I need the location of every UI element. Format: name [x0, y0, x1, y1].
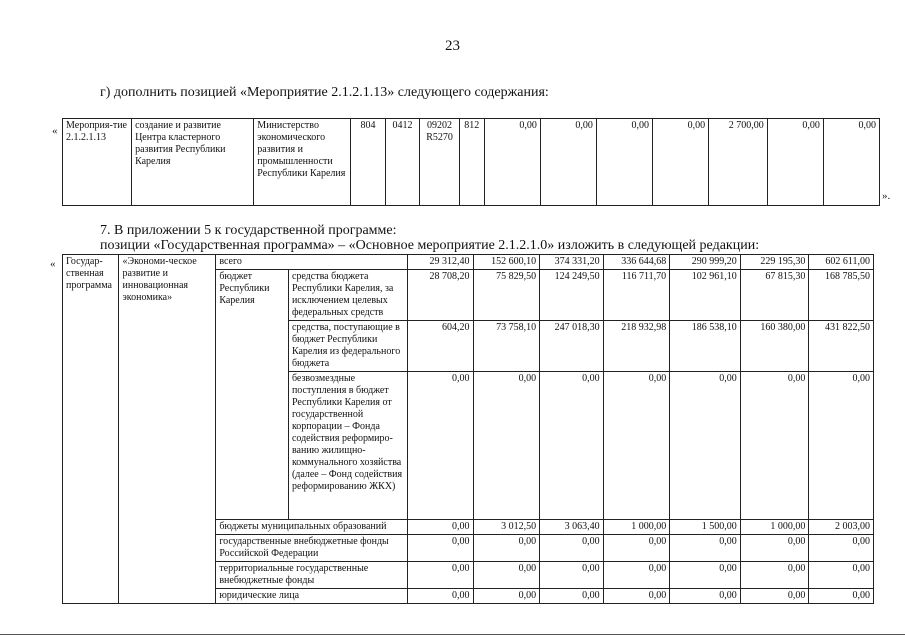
value-cell: 186 538,10 — [670, 321, 741, 372]
value-cell: 0,00 — [473, 589, 540, 604]
value-cell: 1 000,00 — [603, 520, 670, 535]
value-cell: 0,00 — [540, 589, 604, 604]
source-sublabel: средства бюджета Республики Карелия, за исключением целевых федеральных средств — [288, 270, 407, 321]
value-cell: 247 018,30 — [540, 321, 604, 372]
value-cell: 0,00 — [484, 119, 540, 206]
responsible: Министерство экономического развития и промышленности Республики Карелия — [254, 119, 351, 206]
value-cell: 0,00 — [407, 589, 473, 604]
open-quote-2: « — [50, 258, 56, 270]
value-cell: 374 331,20 — [540, 255, 604, 270]
page-bottom-divider — [0, 634, 905, 635]
value-cell: 0,00 — [653, 119, 709, 206]
value-cell: 0,00 — [603, 589, 670, 604]
source-group-label: бюджет Республики Карелия — [216, 270, 289, 520]
value-cell: 1 500,00 — [670, 520, 741, 535]
value-cell: 0,00 — [809, 372, 874, 520]
value-cell: 290 999,20 — [670, 255, 741, 270]
value-cell: 28 708,20 — [407, 270, 473, 321]
value-cell: 168 785,50 — [809, 270, 874, 321]
value-cell: 431 822,50 — [809, 321, 874, 372]
value-cell: 218 932,98 — [603, 321, 670, 372]
value-cell: 0,00 — [603, 562, 670, 589]
value-cell: 0,00 — [670, 535, 741, 562]
value-cell: 0,00 — [670, 589, 741, 604]
value-cell: 102 961,10 — [670, 270, 741, 321]
value-cell: 1 000,00 — [740, 520, 809, 535]
source-label: юридические лица — [216, 589, 408, 604]
value-cell: 160 380,00 — [740, 321, 809, 372]
table-measure-2-1-2-1-13 — [62, 118, 880, 206]
open-quote-1: « — [52, 125, 58, 137]
value-cell: 152 600,10 — [473, 255, 540, 270]
value-cell: 29 312,40 — [407, 255, 473, 270]
value-cell: 0,00 — [603, 372, 670, 520]
measure-id: Мероприя-тие 2.1.2.1.13 — [63, 119, 132, 206]
value-cell: 0,00 — [407, 562, 473, 589]
value-cell: 0,00 — [670, 562, 741, 589]
value-cell: 0,00 — [407, 520, 473, 535]
value-cell: 336 644,68 — [603, 255, 670, 270]
source-label: всего — [216, 255, 408, 270]
value-cell: 0,00 — [809, 589, 874, 604]
value-cell: 2 003,00 — [809, 520, 874, 535]
table-row — [63, 119, 880, 206]
value-cell: 0,00 — [740, 372, 809, 520]
instruction-g: г) дополнить позицией «Мероприятие 2.1.2.1.13» следующего содержания: — [100, 85, 549, 100]
value-cell: 0,00 — [540, 562, 604, 589]
source-sublabel: безвозмездные поступления в бюджет Республики Карелия от государственной корпорации – Фонда содействия реформиро-ванию жилищно-коммунального хозяйства (далее – Фонд содействия реформированию ЖКХ) — [288, 372, 407, 520]
table-state-program — [62, 254, 874, 604]
source-label: государственные внебюджетные фонды Российской Федерации — [216, 535, 408, 562]
value-cell: 0,00 — [603, 535, 670, 562]
section-7-title: 7. В приложении 5 к государственной программе: — [100, 223, 397, 238]
value-cell: 0,00 — [540, 119, 596, 206]
value-cell: 0,00 — [540, 372, 604, 520]
value-cell: 229 195,30 — [740, 255, 809, 270]
program-status: Государ-ственная программа — [63, 255, 119, 604]
value-cell: 0,00 — [670, 372, 741, 520]
program-name: «Экономи-ческое развитие и инновационная экономика» — [119, 255, 216, 604]
source-sublabel: средства, поступающие в бюджет Республики Карелия из федерального бюджета — [288, 321, 407, 372]
value-cell: 0,00 — [407, 535, 473, 562]
value-cell: 0,00 — [823, 119, 879, 206]
value-cell: 0,00 — [473, 535, 540, 562]
value-cell: 602 611,00 — [809, 255, 874, 270]
grbs-code: 804 — [351, 119, 385, 206]
value-cell: 116 711,70 — [603, 270, 670, 321]
value-cell: 0,00 — [473, 562, 540, 589]
value-cell: 604,20 — [407, 321, 473, 372]
section-7-subtitle: позиции «Государственная программа» – «Основное мероприятие 2.1.2.1.0» изложить в следующей редакции: — [100, 238, 760, 253]
close-quote-1: ». — [882, 190, 891, 202]
value-cell: 0,00 — [540, 535, 604, 562]
value-cell: 73 758,10 — [473, 321, 540, 372]
value-cell: 2 700,00 — [709, 119, 768, 206]
source-label: территориальные государственные внебюджетные фонды — [216, 562, 408, 589]
value-cell: 0,00 — [740, 589, 809, 604]
csr-code: 09202 R5270 — [420, 119, 460, 206]
value-cell: 0,00 — [407, 372, 473, 520]
table-row — [63, 255, 874, 270]
value-cell: 75 829,50 — [473, 270, 540, 321]
rzpr-code: 0412 — [385, 119, 420, 206]
value-cell: 3 063,40 — [540, 520, 604, 535]
value-cell: 0,00 — [767, 119, 823, 206]
value-cell: 3 012,50 — [473, 520, 540, 535]
value-cell: 0,00 — [740, 562, 809, 589]
vr-code: 812 — [459, 119, 484, 206]
measure-name: создание и развитие Центра кластерного развития Республики Карелия — [132, 119, 254, 206]
value-cell: 67 815,30 — [740, 270, 809, 321]
value-cell: 0,00 — [596, 119, 652, 206]
value-cell: 0,00 — [809, 562, 874, 589]
value-cell: 0,00 — [809, 535, 874, 562]
value-cell: 124 249,50 — [540, 270, 604, 321]
value-cell: 0,00 — [740, 535, 809, 562]
value-cell: 0,00 — [473, 372, 540, 520]
source-label: бюджеты муниципальных образований — [216, 520, 408, 535]
page-number: 23 — [445, 38, 460, 54]
